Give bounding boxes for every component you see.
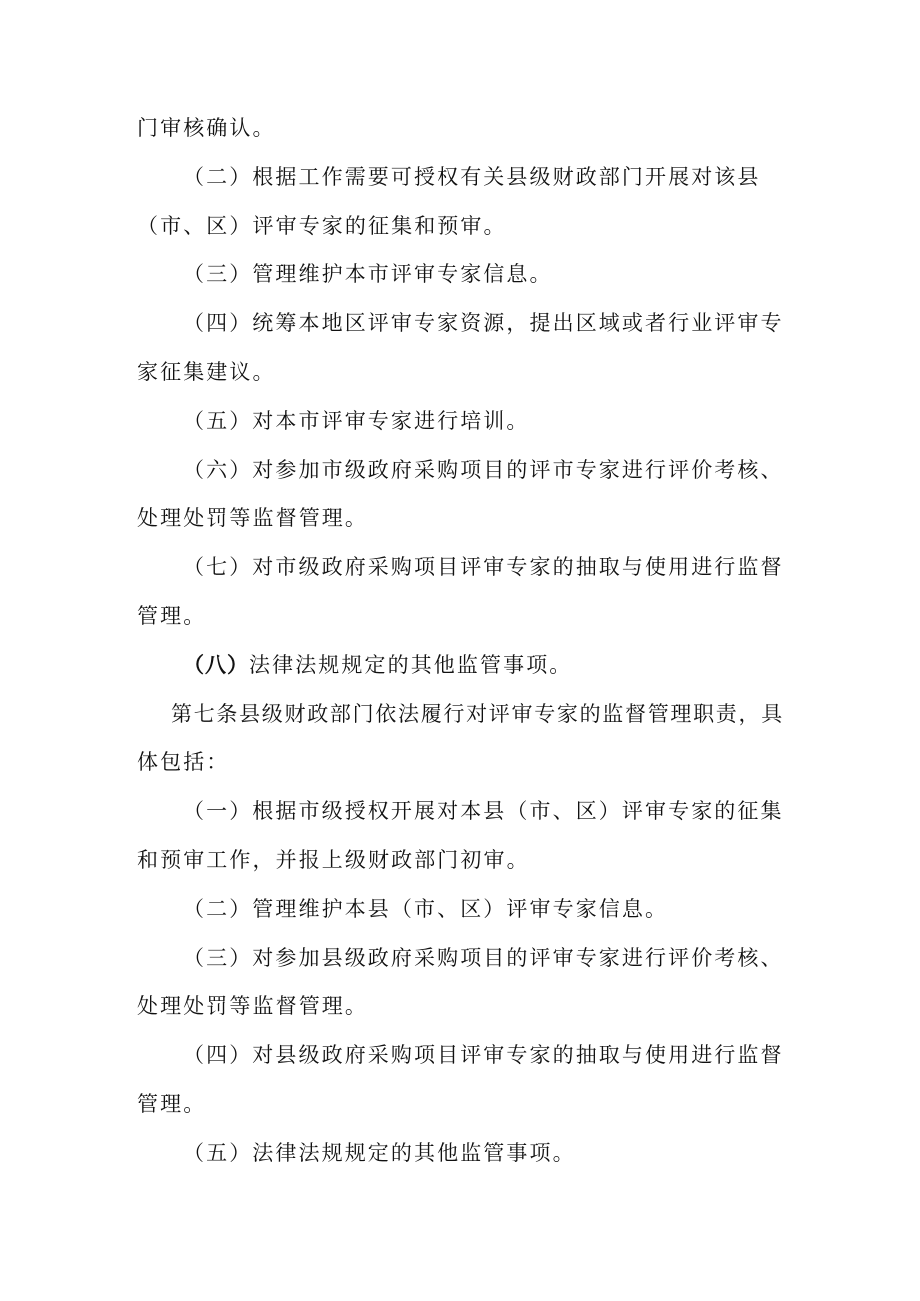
text-line: 处理处罚等监督管理。: [137, 994, 368, 1019]
paragraph-continuation: [0, 104, 920, 153]
text-line: （三）对参加县级政府采购项目的评审专家进行评价考核、: [183, 945, 784, 970]
paragraph-item-4: [0, 299, 920, 397]
text-line: 第七条县级财政部门依法履行对评审专家的监督管理职责，具: [171, 701, 784, 726]
text-line: [137, 641, 797, 690]
paragraph-item-2: [0, 153, 920, 251]
paragraph-item-6: [0, 446, 920, 544]
item-marker: （八）: [183, 651, 249, 677]
text-line: （四）对县级政府采购项目评审专家的抽取与使用进行监督: [183, 1043, 784, 1068]
paragraph-county-item-5: [0, 1129, 920, 1178]
text-line: （七）对市级政府采购项目评审专家的抽取与使用进行监督: [183, 555, 784, 580]
paragraph-item-5: [0, 397, 920, 446]
text-line: 管理。: [137, 603, 207, 628]
text-line: （五）法律法规规定的其他监管事项。: [183, 1140, 576, 1165]
article-7-paragraph: [0, 690, 920, 788]
paragraph-county-item-4: [0, 1031, 920, 1129]
text-line: 处理处罚等监督管理。: [137, 506, 368, 531]
paragraph-county-item-1: [0, 787, 920, 885]
text-line: 家征集建议。: [137, 359, 276, 384]
paragraph-item-7: [0, 543, 920, 641]
text-line: （市、区）评审专家的征集和预审。: [137, 213, 507, 238]
text-line: （二）根据工作需要可授权有关县级财政部门开展对该县: [183, 164, 761, 189]
text-line: （四）统筹本地区评审专家资源，提出区域或者行业评审专: [183, 311, 784, 336]
text-line: （二）管理维护本县（市、区）评审专家信息。: [183, 896, 669, 921]
paragraph-item-8: [0, 641, 920, 690]
text-line: 和预审工作，并报上级财政部门初审。: [137, 847, 530, 872]
text-line: （三）管理维护本市评审专家信息。: [183, 262, 553, 287]
paragraph-item-3: [0, 250, 920, 299]
text-line: 管理。: [137, 1091, 207, 1116]
paragraph-county-item-2: [0, 885, 920, 934]
text-line: （五）对本市评审专家进行培训。: [183, 408, 530, 433]
paragraph-county-item-3: [0, 934, 920, 1032]
text-line: （一）根据市级授权开展对本县（市、区）评审专家的征集: [183, 799, 784, 824]
text-line: 门审核确认。: [137, 116, 276, 140]
text-line: （六）对参加市级政府采购项目的评市专家进行评价考核、: [183, 457, 784, 482]
text-line: 体包括：: [137, 750, 230, 775]
item-text: 法律法规规定的其他监管事项。: [249, 652, 573, 677]
